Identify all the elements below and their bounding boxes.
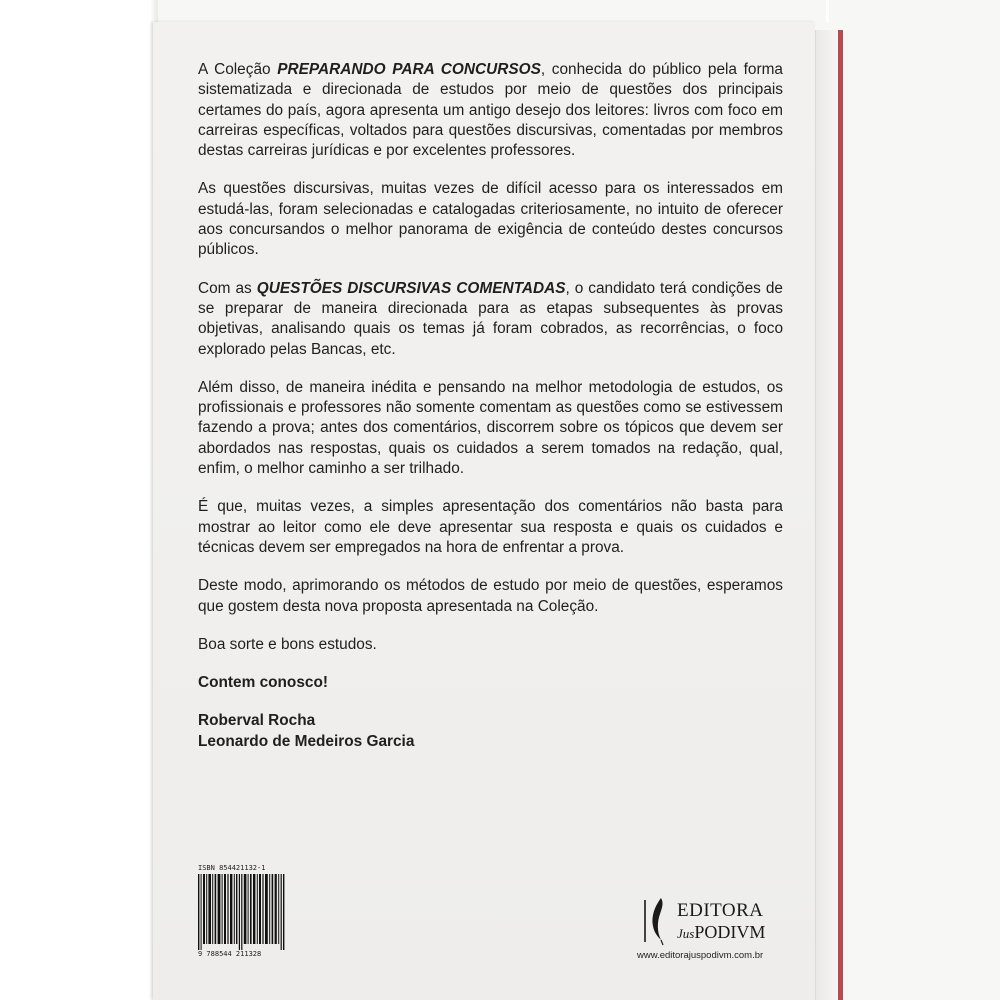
quill-pen-icon (637, 896, 673, 946)
back-cover-text (198, 60, 783, 752)
commented-questions-paragraph (198, 279, 783, 360)
publisher-logo (637, 896, 783, 966)
isbn-label: ISBN 854421132-1 (198, 864, 266, 872)
methodology-paragraph: Além disso, de maneira inédita e pensando na melhor metodologia de estudos, os profissionais e professores não somente comentam as questões como se estivessem fazendo a prova; antes dos comentários, discorrem sobre os tópicos que devem ser abordados nas respostas, quais os cuidados a serem tomados na redação, qual, enfim, o melhor caminho a ser trilhado. (198, 378, 783, 478)
conclusion-paragraph: Deste modo, aprimorando os métodos de estudo por meio de questões, esperamos que gostem desta nova proposta apresentada na Coleção. (198, 577, 783, 615)
presentation-paragraph: É que, muitas vezes, a simples apresentação dos comentários não basta para mostrar ao leitor como ele deve apresentar sua resposta e quais os cuidados e técnicas devem ser empregados na hora de enfrentar a prova. (198, 498, 783, 556)
publisher-name: EDITORA (677, 900, 764, 921)
book-spine-edge (838, 30, 843, 1000)
publisher-url: www.editorajuspodivm.com.br (637, 950, 764, 961)
questions-paragraph: As questões discursivas, muitas vezes de difícil acesso para os interessados em estudá-las, foram selecionadas e catalogadas criteriosamente, no intuito de oferecer aos concursandos o melhor panorama de exigência de conteúdo destes concursos públicos. (198, 180, 783, 259)
commented-rest: , o candidato terá condições de se preparar de maneira direcionada para as etapas subsequentes às provas objetivas, analisando quais os temas já foram cobrados, as recorrências, o foco explorado pelas Bancas, etc. (198, 279, 783, 358)
author-name: Roberval Rocha (198, 712, 316, 730)
publisher-brand (677, 922, 765, 943)
call-out-line: Contem conosco! (198, 674, 328, 692)
isbn-barcode (198, 864, 288, 958)
intro-rest: , conhecida do público pela forma sistematizada e direcionada de estudos por meio de questões dos principais certames do país, agora apresenta um antigo desejo dos leitores: livros com foco em carreiras específicas, voltados para questões discursivas, comentadas por membros destas carreiras jurídicas e por excelentes professores. (198, 61, 783, 160)
barcode-icon (198, 874, 288, 950)
background-surface (0, 0, 158, 1000)
commented-prefix: Com as (198, 279, 257, 297)
edge-highlight (826, 0, 829, 22)
collection-name: PREPARANDO PARA CONCURSOS (277, 61, 541, 78)
barcode-number: 9 788544 211328 (198, 950, 262, 958)
author-name: Leonardo de Medeiros Garcia (198, 732, 415, 750)
closing-line: Boa sorte e bons estudos. (198, 635, 377, 653)
book-series-name: QUESTÕES DISCURSIVAS COMENTADAS (256, 279, 566, 297)
publisher-brand-name: PODIVM (694, 922, 766, 942)
intro-paragraph (198, 60, 783, 161)
intro-prefix: A Coleção (198, 61, 278, 78)
publisher-brand-prefix: Jus (677, 926, 695, 941)
